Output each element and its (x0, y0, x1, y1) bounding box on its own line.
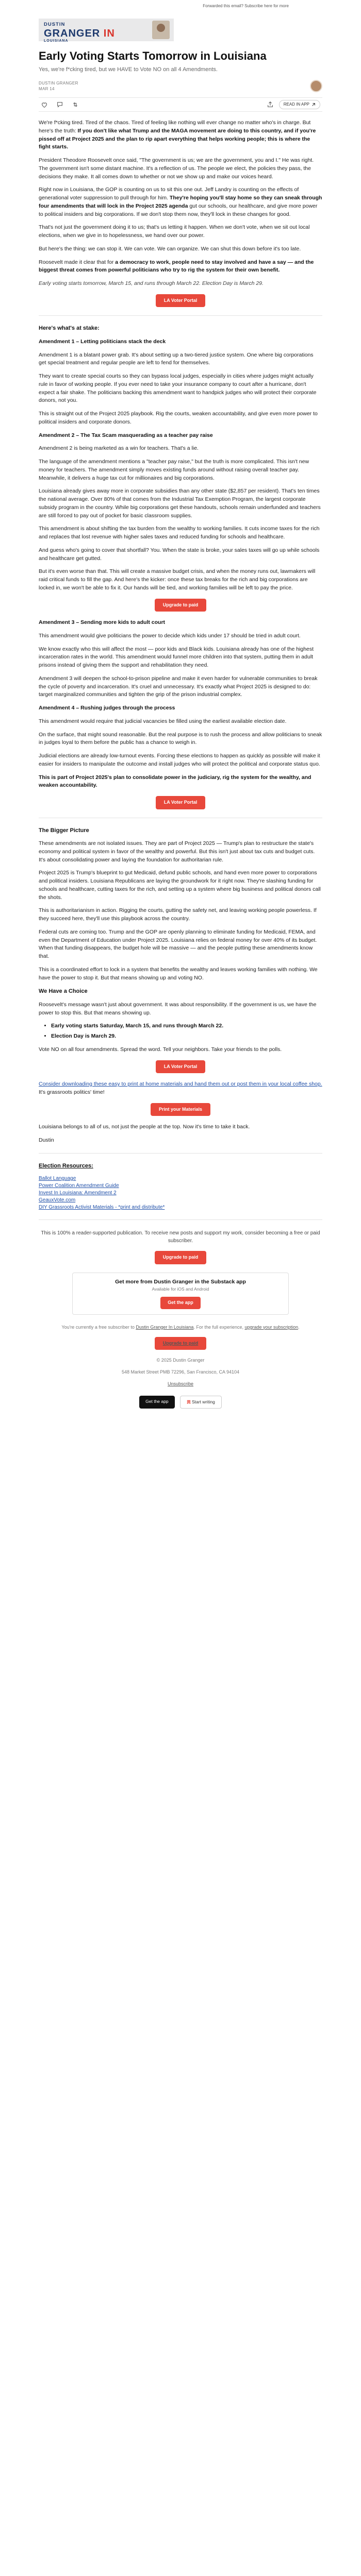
subscription-note: You're currently a free subscriber to Dustin Granger In Louisiana. For the full experience, upgrade your subscription. (61, 1324, 300, 1330)
paragraph (39, 119, 322, 151)
paragraph: Federal cuts are coming too. Trump and the GOP are openly planning to eliminate funding for Medicaid, FEMA, and even the Department of Education under Project 2025. Louisiana relies on federal money for over 40% of its budget. When that funding disappears, the budget hole will be massive — and the people putting these amendments know that. (39, 928, 317, 959)
paragraph: This amendment would give politicians the power to decide which kids under 17 should be tried in adult court. (39, 632, 301, 639)
post-actions (39, 97, 322, 112)
substack-logo-icon (187, 1400, 191, 1404)
brand-header[interactable] (39, 19, 322, 41)
paragraph (39, 259, 322, 275)
upgrade-subscription-link[interactable]: upgrade your subscription (244, 1324, 299, 1330)
amendment-1-heading: Amendment 1 – Letting politicians stack the deck (39, 338, 166, 345)
paragraph: This is a coordinated effort to lock in a system that benefits the wealthy and leaves working families with nothing. We have the power to stop it. But that means showing up and voting NO. (39, 966, 318, 981)
action-icons (41, 101, 79, 108)
forward-subscribe-link[interactable]: Forwarded this email? Subscribe here for more (203, 4, 289, 8)
paragraph: Vote NO on all four amendments. Spread the word. Tell your neighbors. Take your friends to the polls. (39, 1046, 282, 1053)
paragraph: Amendment 1 is a blatant power grab. It's about setting up a two-tiered justice system. One where big corporations get special treatment and regular people are left to fend for themselves. (39, 351, 314, 366)
email-body (39, 19, 322, 1429)
text-bold: This is part of Project 2025's plan to consolidate power in the judiciary, rig the system for the wealthy, and weaken accountability. (39, 774, 311, 789)
paragraph: Amendment 2 is being marketed as a win for teachers. That's a lie. (39, 445, 199, 452)
amendment-4-heading: Amendment 4 – Rushing judges through the process (39, 705, 175, 711)
address: 548 Market Street PMB 72296, San Francisco, CA 94104 (121, 1369, 240, 1375)
signoff: Dustin (39, 1137, 54, 1143)
resources-list (39, 1175, 322, 1211)
top-bar (0, 0, 361, 14)
external-link-icon (311, 103, 316, 107)
amendment-2-heading: Amendment 2 – The Tax Scam masquerading as a teacher pay raise (39, 432, 213, 438)
publication-link[interactable]: Dustin Granger In Louisiana (136, 1324, 194, 1330)
post-title[interactable]: Early Voting Starts Tomorrow in Louisiana (39, 49, 267, 62)
start-writing-button[interactable] (180, 1396, 222, 1409)
footer-buttons (39, 1396, 322, 1409)
avatar[interactable] (310, 80, 322, 92)
start-writing-label: Start writing (191, 1399, 215, 1404)
brand-logo[interactable] (39, 19, 174, 41)
brand-name: GRANGER (44, 28, 101, 40)
brand-in: IN (103, 28, 115, 40)
share-icon[interactable] (267, 101, 274, 108)
paragraph (39, 186, 322, 218)
post-subtitle: Yes, we're f*cking tired, but we HAVE to Vote NO on all 4 Amendments. (39, 66, 218, 73)
amendment-3-heading: Amendment 3 – Sending more kids to adult court (39, 619, 166, 625)
paragraph: But it's even worse than that. This will create a massive budget crisis, and when the money runs out, lawmakers will raid critical funds to fill the gap. And here's the kicker: once these tax breaks for the rich and big corporations are locked in, we won't be able to fix it. Our hands will be tied, and working families will be left to pay the price. (39, 568, 316, 591)
voting-dates-note: Early voting starts tomorrow, March 15, and runs through March 22. Election Day is March 29. (39, 280, 264, 286)
divider (39, 315, 322, 316)
resource-link[interactable]: GeauxVote.com (39, 1197, 76, 1203)
byline-text (39, 80, 78, 92)
copyright: © 2025 Dustin Granger (156, 1357, 205, 1363)
paragraph: The language of the amendment mentions a "teacher pay raise," but the truth is more complicated. This isn't new money for teachers. The amendment simply moves existing funds around without raising overall teacher pay. Meanwhile, it delivers a huge tax cut for millionaires and big corporations. (39, 459, 309, 481)
paragraph: Amendment 3 will deepen the school-to-prison pipeline and make it even harder for vulnerable communities to break the cycle of poverty and incarceration. It's cruel and unnecessary. It's exactly what Project 2025 is designed to do: target marginalized communities and tighten the grip of the prison industrial complex. (39, 675, 318, 698)
voter-portal-button[interactable]: LA Voter Portal (156, 796, 206, 809)
paragraph: This amendment would require that judicial vacancies be filled using the earliest available election date. (39, 718, 287, 724)
text: Roosevelt made it clear that for (39, 259, 116, 265)
paragraph: This is authoritarianism in action. Rigging the courts, gutting the safety net, and leaving working people powerless. If they succeed here, they'll use this playbook across the country. (39, 907, 317, 922)
text: We're f*cking tired. Tired of the chaos. Tired of feeling like nothing will ever change no matter who's in charge. But here's the truth: (39, 120, 311, 134)
footer (39, 1324, 322, 1409)
upgrade-button[interactable]: Upgrade to paid (155, 1251, 207, 1264)
voter-portal-button[interactable]: LA Voter Portal (156, 1060, 206, 1074)
text: Right now in Louisiana, the GOP is counting on us to sit this one out. Jeff Landry is counting on the effects of generational voter suppression to pull through for him. (39, 187, 299, 201)
get-app-button[interactable]: Get the app (160, 1297, 201, 1309)
print-materials-button[interactable]: Print your Materials (151, 1103, 210, 1116)
app-promo-box (72, 1273, 289, 1315)
byline (39, 80, 322, 92)
brand-line-3: LOUISIANA (44, 39, 69, 43)
paragraph: This amendment is about shifting the tax burden from the wealthy to working families. It cuts income taxes for the rich and replaces that lost revenue with higher sales taxes and reduced funding for schools and healthcare. (39, 526, 320, 540)
paragraph: On the surface, that might sound reasonable. But the real purpose is to rush the process and allow politicians to sneak in judges loyal to them before the public has a chance to weigh in. (39, 731, 322, 746)
resource-link[interactable]: Power Coalition Amendment Guide (39, 1183, 119, 1189)
text: It's grassroots politics' time! (39, 1089, 105, 1095)
text-bold: If you don't like what Trump and the MAGA movement are doing to this country, and if you're pissed off at Project 2025 and the plan to rip apart everything that helps working people; this is where the fight starts. (39, 127, 316, 150)
list-item: • Early voting starts Saturday, March 15, and runs through March 22. (51, 1022, 322, 1030)
paragraph: Roosevelt's message wasn't just about government. It was about responsibility. If the government is us, we have the power to stop this. But that means showing up. (39, 1001, 317, 1016)
section-heading: The Bigger Picture (39, 827, 89, 834)
footer-get-app-button[interactable]: Get the app (139, 1396, 174, 1409)
paragraph: We know exactly who this will affect the most — poor kids and Black kids. Louisiana already has one of the highest incarceration rates in the world. This amendment would funnel more children into that system, putting them in adult prisons instead of giving them the support and rehabilitation they need. (39, 646, 314, 668)
promo-text: This is 100% a reader-supported publication. To receive new posts and support my work, consider becoming a free or paid subscriber. (41, 1230, 320, 1244)
paragraph: Project 2025 is Trump's blueprint to gut Medicaid, defund public schools, and hand even more power to corporations and political insiders. Louisiana Republicans are laying the groundwork for it right now. They're slashing funding for schools and healthcare, cutting taxes for the rich, and setting up a system where big business and political donors call the shots. (39, 870, 321, 901)
list-item: • Election Day is March 29. (51, 1032, 322, 1041)
paragraph: But here's the thing: we can stop it. We can vote. We can organize. We can shut this down before it's too late. (39, 245, 301, 252)
author-name[interactable]: DUSTIN GRANGER (39, 81, 78, 86)
paragraph (39, 774, 322, 790)
section-heading: We Have a Choice (39, 988, 88, 995)
action-right (267, 100, 320, 109)
paragraph: That's not just the government doing it to us; that's us letting it happen. When we don't vote, when we sit out local elections, when we give in to hopelessness, we hand over our power. (39, 224, 310, 239)
read-in-app-button[interactable] (279, 100, 320, 109)
resource-link[interactable]: Ballot Language (39, 1176, 76, 1181)
post-content (39, 119, 322, 1409)
text: gut our schools, our healthcare, and give more power to political insiders and big corporations. If we don't stop them now, they'll lock in these changes for good. (39, 202, 318, 217)
brand-line-1: DUSTIN (44, 22, 65, 27)
restack-icon[interactable] (72, 101, 79, 108)
paragraph: They want to create special courts so they can bypass local judges, especially in cities where judges might actually rule in favor of working people. If you ever need to take your insurance company to court after a hurricane, don't expect a fair shake. The politicians backing this amendment want to handpick judges who will protect their corporate donors, not you. (39, 373, 317, 404)
paragraph: And guess who's going to cover that shortfall? You. When the state is broke, your sales taxes will go up while schools and healthcare get gutted. (39, 547, 320, 562)
paragraph: Louisiana already gives away more in corporate subsidies than any other state ($2,857 per resident). That's ten times the national average. Over 80% of that comes from the Industrial Tax Exemption Program, the largest corporate subsidy program in the country. While big corporations get these handouts, schools remain underfunded and teachers are still forced to pay out of pocket for basic classroom supplies. (39, 488, 321, 519)
divider (39, 1153, 322, 1154)
paragraph: President Theodore Roosevelt once said, "The government is us; we are the government, you and I." He was right. The government isn't some distant machine. It's a reflection of us. The people we elect, the policies they pass, the decisions they make. It all comes down to whether or not we show up and make our voices heard. (39, 157, 314, 180)
paragraph: Judicial elections are already low-turnout events. Forcing these elections to happen as quickly as possible will make it easier for insiders to manipulate the outcome and install judges who will protect the political and corporate status quo. (39, 753, 320, 767)
voter-portal-button[interactable]: LA Voter Portal (156, 294, 206, 308)
paragraph (39, 1080, 322, 1097)
author-photo (152, 21, 170, 39)
paragraph: Louisiana belongs to all of us, not just the people at the top. Now it's time to take it back. (39, 1124, 250, 1130)
resources-heading: Election Resources: (39, 1162, 93, 1169)
upgrade-button[interactable]: Upgrade to paid (155, 599, 207, 612)
brand-line-2 (44, 28, 169, 39)
resource-link[interactable]: DIY Grassroots Activist Materials - *print and distribute* (39, 1205, 165, 1210)
section-heading: Here's what's at stake: (39, 325, 100, 332)
unsubscribe-link[interactable]: Unsubscribe (167, 1381, 194, 1386)
text-bold: They're hoping you'll stay home so they can sneak through four amendments that will lock in the Project 2025 agenda (39, 195, 322, 209)
paragraph: These amendments are not isolated issues. They are part of Project 2025 — Trump's plan to restructure the state's economy and political system in favor of the wealthy and powerful. But this isn't just about tax cuts and budget cuts. It's about consolidating power and laying the foundation for authoritarian rule. (39, 840, 315, 863)
heart-icon[interactable] (41, 101, 48, 108)
text: . For the full experience, (193, 1324, 245, 1330)
divider (39, 1219, 322, 1220)
app-promo-subtitle: Available for iOS and Android (152, 1286, 209, 1292)
app-promo-title: Get more from Dustin Granger in the Substack app (115, 1278, 246, 1285)
materials-link[interactable]: Consider downloading these easy to print at home materials and hand them out or post them in your local coffee shop. (39, 1081, 322, 1087)
comment-icon[interactable] (56, 101, 63, 108)
text-bold: a democracy to work, people need to stay involved and have a say — and the biggest threat comes from powerful politicians who try to rig the system for their own benefit. (39, 259, 314, 274)
resource-link[interactable]: Invest In Louisiana: Amendment 2 (39, 1190, 117, 1196)
dates-list (51, 1022, 322, 1041)
post-date: MAR 14 (39, 87, 55, 91)
upgrade-button[interactable]: Upgrade to paid (155, 1337, 207, 1350)
read-in-app-label: READ IN APP (283, 102, 309, 107)
text: You're currently a free subscriber to (61, 1324, 136, 1330)
paragraph: This is straight out of the Project 2025 playbook. Rig the courts, weaken accountability, and give even more power to political insiders and corporate donors. (39, 411, 318, 425)
